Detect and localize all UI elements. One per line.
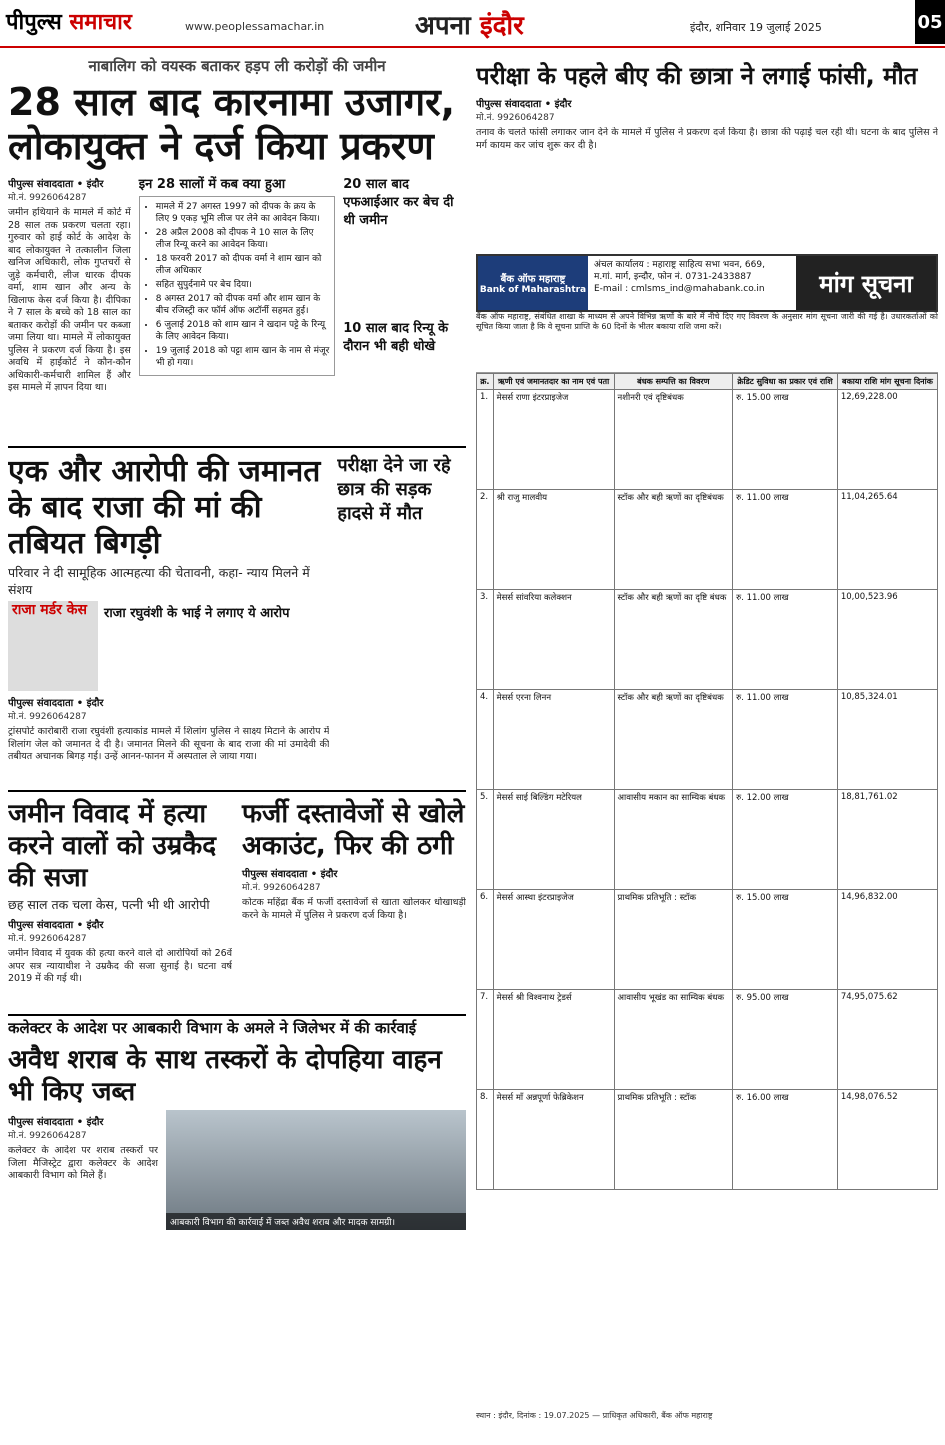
cell-name: मेसर्स श्री विश्वनाथ ट्रेडर्स [493,990,614,1090]
story3-deck: छह साल तक चला केस, पत्नी भी थी आरोपी [8,897,210,912]
col-due: बकाया राशि मांग सूचना दिनांक [837,374,937,390]
story3-text: जमीन विवाद में युवक की हत्या करने वाले दो आरोपियों को 26वें अपर सत्र न्यायाधीश ने उम्रकैद की सजा सुनाई है। घटना वर्ष 2019 में की गई थी। [8,948,232,984]
cell-name: श्री राजु मालवीय [493,490,614,590]
story1-side-title2: 10 साल बाद रिन्यू के दौरान भी बही धोखे [343,321,449,354]
masthead [0,0,945,48]
story2-side-head: राजा रघुवंशी के भाई ने लगाए ये आरोप [104,606,290,621]
col-facility: क्रेडिट सुविधा का प्रकार एवं राशि [733,374,838,390]
cell-name: मेसर्स साई बिल्डिंग मटेरियल [493,790,614,890]
story2-byline: पीपुल्स संवाददाता • इंदौर [8,698,104,709]
cell-facility: रु. 11.00 लाख [733,590,838,690]
story5-text: कलेक्टर के आदेश पर शराब तस्करों पर जिला मैजिस्ट्रेट द्वारा कलेक्टर के आदेश आबकारी विभाग को मिले हैं। [8,1145,158,1181]
cell-facility: रु. 15.00 लाख [733,390,838,490]
cell-no: 4. [477,690,494,790]
story2-side2-head[interactable]: परीक्षा देने जा रहे छात्र की सड़क हादसे में मौत [337,455,451,524]
cell-property: स्टॉक और बही ऋणों का दृष्टिबंधक [614,490,733,590]
table-row [477,390,938,490]
story6-byline: पीपुल्स संवाददाता • इंदौर [476,99,572,110]
cell-facility: रु. 11.00 लाख [733,490,838,590]
bank-address: अंचल कार्यालय : महाराष्ट्र साहित्य सभा भवन, 669, म.गां. मार्ग, इन्दौर, फोन नं. 0731-2433887 E-mail : cmlsms_ind@mahabank.co.in [594,260,765,294]
timeline-item: • सहित सुपुर्दनामे पर बेच दिया। [156,279,330,291]
bank-notice-header [476,254,938,312]
divider [8,1014,466,1016]
cell-name: मेसर्स राणा इंटरप्राइजेज [493,390,614,490]
cell-property: नशीनरी एवं दृष्टिबंधक [614,390,733,490]
brand-logo[interactable] [6,6,132,36]
cell-facility: रु. 15.00 लाख [733,890,838,990]
table-row [477,690,938,790]
cell-no: 2. [477,490,494,590]
story5-headline[interactable]: कलेक्टर के आदेश पर आबकारी विभाग के अमले ने जिलेभर में की कार्रवाई [8,1019,417,1037]
story6-mobile: मो.नं. 9926064287 [476,113,555,123]
brand-part-a: पीपुल्स [6,10,62,35]
cell-facility: रु. 11.00 लाख [733,690,838,790]
story5-photo [166,1110,466,1230]
table-row [477,1090,938,1190]
col-name: ऋणी एवं जमानतदार का नाम एवं पता [493,374,614,390]
bank-footer: स्थान : इंदौर, दिनांक : 19.07.2025 — प्राधिकृत अधिकारी, बैंक ऑफ महाराष्ट्र [476,1411,713,1420]
cell-property: स्टॉक और बही ऋणों का दृष्टिबंधक [614,690,733,790]
col-property: बंधक सम्पत्ति का विवरण [614,374,733,390]
cell-no: 1. [477,390,494,490]
section-title-a: अपना [415,11,471,41]
cell-name: मेसर्स एरना लिनन [493,690,614,790]
cell-due: 14,98,076.52 [837,1090,937,1190]
cell-no: 6. [477,890,494,990]
table-row [477,990,938,1090]
cell-due: 10,00,523.96 [837,590,937,690]
table-row [477,490,938,590]
site-url[interactable]: www.peoplessamachar.in [185,20,325,33]
story1-body [8,172,466,442]
story4-byline: पीपुल्स संवाददाता • इंदौर [242,869,338,880]
left-column [8,54,466,1439]
page-number: 05 [915,0,945,44]
cell-no: 7. [477,990,494,1090]
cell-due: 18,81,761.02 [837,790,937,890]
brand-part-b: समाचार [69,10,132,35]
story5-headline2[interactable]: अवैध शराब के साथ तस्करों के दोपहिया वाहन भी किए जब्त [8,1045,442,1107]
timeline-item: • 19 जुलाई 2018 को पट्टा शाम खान के नाम से मंजूर भी हो गया। [156,345,330,369]
story4-headline[interactable]: फर्जी दस्तावेजों से खोले अकाउंट, फिर की ठगी [242,799,465,861]
table-row [477,790,938,890]
story1-text: जमीन हथियाने के मामले में कोर्ट में 28 साल तक प्रकरण चलता रहा। गुरुवार को हाई कोर्ट के आदेश के बाद लोकायुक्त ने तत्कालीन जिला खनिज अधिकारी, लोक गुप्तचरों से जुड़े कर्मचारी, लीज धारक दीपक वर्मा, शाम खान और अन्य के खिलाफ केस दर्ज किया है। दीपिका ने 7 साल के बच्चे को 18 साल का बताकर करोड़ों की जमीन पर कब्जा जमा लिया था। मामले में लोकायुक्त पुलिस ने प्रकरण दर्ज किया है। इस अवधि में हाईकोर्ट ने कौन-कौन अधिकारी-कर्मचारी शामिल हैं और इस मामले में ज्ञापन दिया था। [8,207,131,393]
cell-property: आवासीय मकान का साम्यिक बंधक [614,790,733,890]
story5-mobile: मो.नं. 9926064287 [8,1131,87,1141]
cell-name: मेसर्स माँ अन्नपूर्णा फेब्रिकेशन [493,1090,614,1190]
story2-text: ट्रांसपोर्ट कारोबारी राजा रघुवंशी हत्याकांड मामले में शिलांग पुलिस ने साक्ष्य मिटाने के आरोप में शिलांग जेल को जमानत दे दी है। जमानत मिलने की सूचना के बाद राजा की मां उमादेवी की तबीयत अचानक बिगड़ गई। उन्हें आनन-फानन में अस्पताल ले जाया गया। [8,726,330,762]
story1-side-title: 20 साल बाद एफआईआर कर बेच दी थी जमीन [343,177,454,228]
col-no: क्र. [477,374,494,390]
cell-facility: रु. 95.00 लाख [733,990,838,1090]
story1-timeline-box [139,196,335,376]
story2-headline[interactable]: एक और आरोपी की जमानत के बाद राजा की मां की तबियत बिगड़ी [8,454,321,561]
timeline-item: • 8 अगस्त 2017 को दीपक वर्मा और शाम खान के बीच रजिस्ट्री कर फॉर्म ऑफ अटॉर्नी सहमत हुई। [156,293,330,317]
story5-byline: पीपुल्स संवाददाता • इंदौर [8,1117,104,1128]
story4-text: कोटक महिंद्रा बैंक में फर्जी दस्तावेजों से खाता खोलकर धोखाधड़ी करने के मामले में पुलिस ने प्रकरण दर्ज किया है। [242,897,466,921]
story6-headline[interactable]: परीक्षा के पहले बीए की छात्रा ने लगाई फांसी, मौत [476,62,918,90]
section-title-b: इंदौर [479,11,524,41]
story2-mobile: मो.नं. 9926064287 [8,712,87,722]
story2-photo [8,601,98,691]
legal-text: बैंक ऑफ महाराष्ट्र, संबंधित शाखा के माध्यम से अपने विभिन्न ऋणों के बारे में नीचे दिए गए विवरण के अनुसार मांग सूचना जारी की गई है। उधारकर्ताओं को सूचित किया जाता है कि वे सूचना प्राप्ति के 60 दिनों के भीतर बकाया राशि जमा करें। [476,312,938,373]
story1-headline[interactable]: 28 साल बाद कारनामा उजागर, लोकायुक्त ने दर्ज किया प्रकरण [8,80,456,168]
cell-property: आवासीय भूखंड का साम्यिक बंधक [614,990,733,1090]
cell-due: 74,95,075.62 [837,990,937,1090]
cell-property: प्राथमिक प्रतिभूति : स्टॉक [614,890,733,990]
story2-deck: परिवार ने दी सामूहिक आत्महत्या की चेतावनी, कहा- न्याय मिलने में संशय [8,565,310,597]
story1-byline: पीपुल्स संवाददाता • इंदौर [8,179,104,190]
demand-table [476,373,938,1190]
dateline: इंदौर, शनिवार 19 जुलाई 2025 [690,21,822,34]
cell-no: 5. [477,790,494,890]
cell-name: मेसर्स सांवरिया कलेक्शन [493,590,614,690]
cell-due: 11,04,265.64 [837,490,937,590]
story3-mobile: मो.नं. 9926064287 [8,934,87,944]
story3-byline: पीपुल्स संवाददाता • इंदौर [8,920,104,931]
story6 [476,60,938,250]
cell-facility: रु. 16.00 लाख [733,1090,838,1190]
cell-no: 8. [477,1090,494,1190]
demand-notice-title: मांग सूचना [796,256,936,310]
cell-property: स्टॉक और बही ऋणों का दृष्टि बंधक [614,590,733,690]
story1-box-title: इन 28 सालों में कब क्या हुआ [138,177,286,192]
story2-tag: राजा मर्डर केस [12,602,87,618]
table-row [477,890,938,990]
right-column [476,54,938,1439]
story5-photo-caption: आबकारी विभाग की कार्रवाई में जब्त अवैध शराब और मादक सामग्री। [166,1213,466,1230]
cell-due: 12,69,228.00 [837,390,937,490]
timeline-item: • मामले में 27 अगस्त 1997 को दीपक के क्रय के लिए 9 एकड़ भूमि लीज पर लेने का आवेदन किया। [156,201,330,225]
bank-logo: बैंक ऑफ महाराष्ट्र Bank of Maharashtra [478,256,588,310]
cell-due: 14,96,832.00 [837,890,937,990]
story1-kicker: नाबालिग को वयस्क बताकर हड़प ली करोड़ों की जमीन [88,57,386,75]
cell-no: 3. [477,590,494,690]
cell-facility: रु. 12.00 लाख [733,790,838,890]
table-row [477,590,938,690]
story3-headline[interactable]: जमीन विवाद में हत्या करने वालों को उम्रकैद की सजा [8,799,217,893]
cell-due: 10,85,324.01 [837,690,937,790]
story6-text: तनाव के चलते फांसी लगाकर जान देने के मामले में पुलिस ने प्रकरण दर्ज किया है। छात्रा की पढ़ाई चल रही थी। घटना के बाद पुलिस ने मर्ग कायम कर जांच शुरू कर दी है। [476,127,938,151]
timeline-item: • 18 फरवरी 2017 को दीपक वर्मा ने शाम खान को लीज अधिकार [156,253,330,277]
story4-mobile: मो.नं. 9926064287 [242,883,321,893]
story1-mobile: मो.नं. 9926064287 [8,193,87,203]
section-title [415,6,524,42]
cell-name: मेसर्स आस्था इंटरप्राइजेज [493,890,614,990]
timeline-item: • 28 अप्रैल 2008 को दीपक ने 10 साल के लिए लीज रिन्यू करने का आवेदन किया। [156,227,330,251]
timeline-item: • 6 जुलाई 2018 को शाम खान ने खदान पट्टे के रिन्यू के लिए आवेदन किया। [156,319,330,343]
cell-property: प्राथमिक प्रतिभूति : स्टॉक [614,1090,733,1190]
